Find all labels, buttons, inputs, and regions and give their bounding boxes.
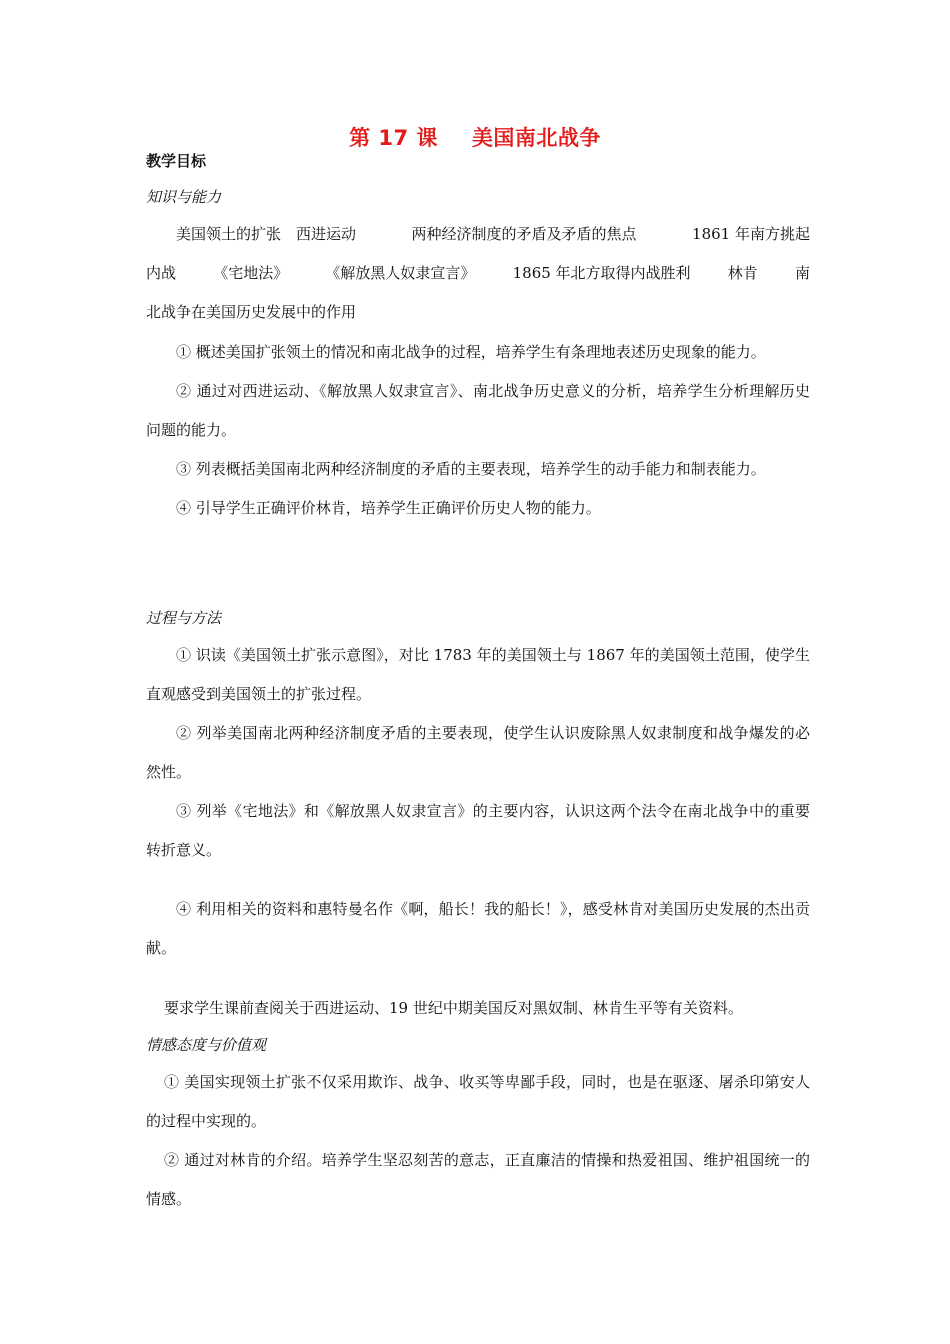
keywords-line-2 [146, 254, 810, 293]
lesson-number: 第 17 课 [349, 126, 438, 150]
process-objectives [146, 636, 810, 870]
knowledge-keywords [146, 215, 810, 332]
lesson-title [0, 122, 950, 152]
keywords-line-3: 北战争在美国历史发展中的作用 [146, 303, 357, 321]
lesson-name: 美国南北战争 [471, 126, 601, 150]
requirement-note [146, 989, 826, 1028]
keyword: 内战 [146, 264, 177, 282]
requirement-text: 要求学生课前查阅关于西进运动、19 世纪中期美国反对黑奴制、林肯生平等有关资料。 [164, 999, 743, 1017]
objective-item: ② 列举美国南北两种经济制度矛盾的主要表现，使学生认识废除黑人奴隶制度和战争爆发的必然性。 [146, 724, 810, 781]
values-objectives [146, 1063, 810, 1219]
objective-item: ② 通过对林肯的介绍。培养学生坚忍刻苦的意志，正直廉洁的情操和热爱祖国、维护祖国统一的情感。 [146, 1151, 810, 1208]
objective-item: ④ 引导学生正确评价林肯，培养学生正确评价历史人物的能力。 [176, 499, 601, 517]
objective-item: ① 识读《美国领土扩张示意图》，对比 1783 年的美国领土与 1867 年的美国领土范围，使学生直观感受到美国领土的扩张过程。 [146, 646, 810, 703]
keyword: 1865 年北方取得内战胜利 [512, 264, 691, 282]
keyword: 美国领土的扩张 西进运动 [176, 225, 357, 243]
keyword: 1861 年南方挑起 [692, 225, 810, 243]
subheading-process: 过程与方法 [146, 609, 222, 627]
subheading-values: 情感态度与价值观 [146, 1036, 267, 1054]
knowledge-objectives [146, 333, 810, 528]
objective-item: ③ 列举《宅地法》和《解放黑人奴隶宣言》的主要内容，认识这两个法令在南北战争中的重要转折意义。 [146, 802, 810, 859]
keywords-line-1 [146, 215, 810, 254]
process-objective-4 [146, 890, 810, 968]
objective-item: ① 概述美国扩张领土的情况和南北战争的过程，培养学生有条理地表述历史现象的能力。 [176, 343, 766, 361]
keyword: 林肯 [727, 264, 758, 282]
objective-item: ① 美国实现领土扩张不仅采用欺诈、战争、收买等卑鄙手段，同时，也是在驱逐、屠杀印第安人的过程中实现的。 [146, 1073, 810, 1130]
keyword: 《宅地法》 [213, 264, 289, 282]
keyword: 《解放黑人奴隶宣言》 [325, 264, 476, 282]
section-heading: 教学目标 [146, 152, 207, 170]
keyword: 南 [794, 264, 810, 282]
objective-item: ② 通过对西进运动、《解放黑人奴隶宣言》、南北战争历史意义的分析，培养学生分析理解历史问题的能力。 [146, 382, 810, 439]
keyword: 两种经济制度的矛盾及矛盾的焦点 [411, 225, 637, 243]
objective-item: ③ 列表概括美国南北两种经济制度的矛盾的主要表现，培养学生的动手能力和制表能力。 [176, 460, 766, 478]
subheading-knowledge: 知识与能力 [146, 188, 222, 206]
objective-item: ④ 利用相关的资料和惠特曼名作《啊，船长！我的船长！》，感受林肯对美国历史发展的杰出贡献。 [146, 900, 810, 957]
